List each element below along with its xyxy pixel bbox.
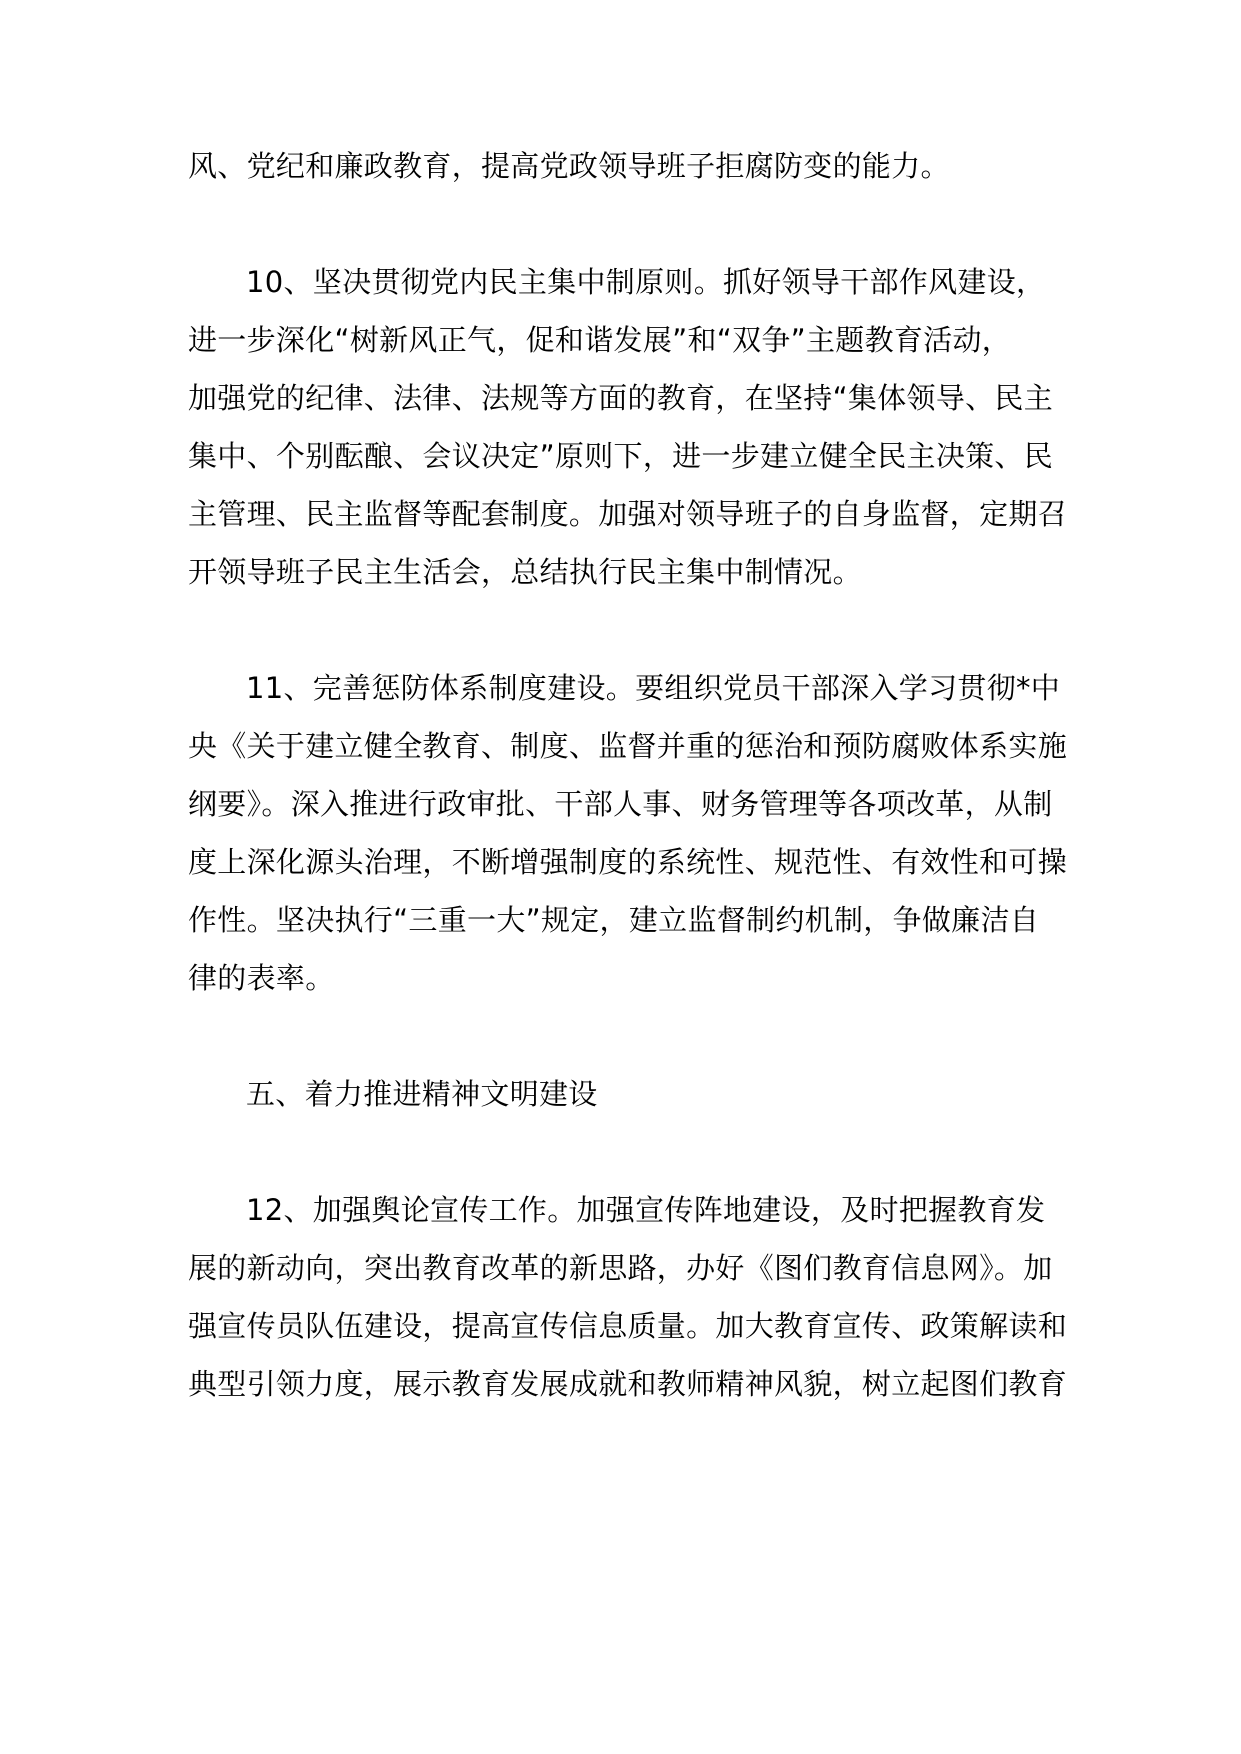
section-heading-5: 五、着力推进精神文明建设 <box>246 1077 598 1111</box>
paragraph-continued-line-1: 风、党纪和廉政教育，提高党政领导班子拒腐防变的能力。 <box>188 149 950 183</box>
paragraph-12-line-3: 强宣传员队伍建设，提高宣传信息质量。加大教育宣传、政策解读和 <box>188 1309 1068 1343</box>
paragraph-12-line-4: 典型引领力度，展示教育发展成就和教师精神风貌，树立起图们教育 <box>188 1367 1068 1401</box>
paragraph-10-line-5: 主管理、民主监督等配套制度。加强对领导班子的自身监督，定期召 <box>188 497 1068 531</box>
paragraph-12-line-2: 展的新动向，突出教育改革的新思路，办好《图们教育信息网》。加 <box>188 1251 1053 1285</box>
paragraph-11-line-6: 律的表率。 <box>188 961 335 995</box>
paragraph-10-line-1: 10、坚决贯彻党内民主集中制原则。抓好领导干部作风建设， <box>246 265 1046 299</box>
paragraph-10-line-2: 进一步深化“树新风正气，促和谐发展”和“双争”主题教育活动， <box>188 323 1012 357</box>
paragraph-11-line-4: 度上深化源头治理，不断增强制度的系统性、规范性、有效性和可操 <box>188 845 1068 879</box>
paragraph-11-line-5: 作性。坚决执行“三重一大”规定，建立监督制约机制，争做廉洁自 <box>188 903 1040 937</box>
paragraph-10-line-6: 开领导班子民主生活会，总结执行民主集中制情况。 <box>188 555 862 589</box>
paragraph-11-line-2: 央《关于建立健全教育、制度、监督并重的惩治和预防腐败体系实施 <box>188 729 1068 763</box>
paragraph-12-line-1: 12、加强舆论宣传工作。加强宣传阵地建设，及时把握教育发 <box>246 1193 1046 1227</box>
paragraph-11-line-3: 纲要》。深入推进行政审批、干部人事、财务管理等各项改革，从制 <box>188 787 1053 821</box>
paragraph-11-line-1: 11、完善惩防体系制度建设。要组织党员干部深入学习贯彻*中 <box>246 671 1061 705</box>
paragraph-10-line-4: 集中、个别酝酿、会议决定”原则下，进一步建立健全民主决策、民 <box>188 439 1054 473</box>
paragraph-10-line-3: 加强党的纪律、法律、法规等方面的教育，在坚持“集体领导、民主 <box>188 381 1054 415</box>
